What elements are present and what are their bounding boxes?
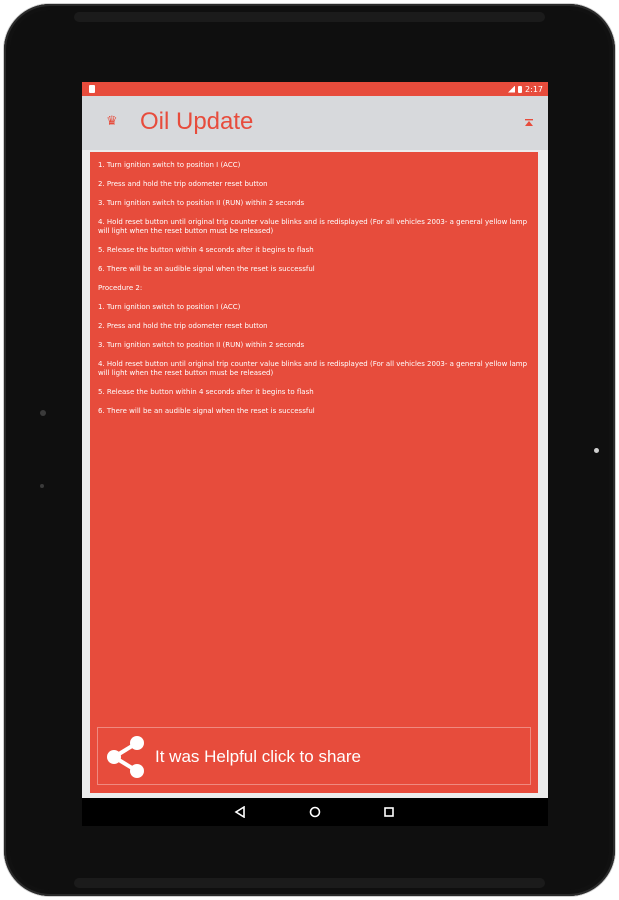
- battery-icon: [518, 86, 522, 93]
- nav-bar: [82, 798, 548, 826]
- step-item: 6. There will be an audible signal when the reset is successful: [98, 265, 315, 273]
- back-button[interactable]: [232, 804, 248, 820]
- sensor-dot: [40, 410, 46, 416]
- home-icon: [309, 806, 321, 818]
- step-item: 2. Press and hold the trip odometer reset button: [98, 322, 268, 330]
- share-icon: [101, 732, 151, 782]
- sensor-dot: [40, 484, 44, 488]
- home-button[interactable]: [307, 804, 323, 820]
- status-bar: [82, 82, 548, 96]
- tablet-top-edge: [74, 12, 545, 22]
- page-title: Oil Update: [140, 108, 254, 135]
- step-item: 3. Turn ignition switch to position II (RUN) within 2 seconds: [98, 341, 305, 349]
- step-item: 5. Release the button within 4 seconds after it begins to flash: [98, 246, 314, 254]
- instructions-panel: [90, 152, 538, 793]
- recents-button[interactable]: [381, 804, 397, 820]
- share-label: It was Helpful click to share: [155, 747, 361, 766]
- scroll-top-icon[interactable]: [524, 118, 534, 128]
- step-item: 1. Turn ignition switch to position I (ACC): [98, 303, 241, 311]
- tablet-frame: [4, 4, 615, 896]
- step-item: 6. There will be an audible signal when the reset is successful: [98, 407, 315, 415]
- step-item: 2. Press and hold the trip odometer reset button: [98, 180, 268, 188]
- step-item: 1. Turn ignition switch to position I (ACC): [98, 161, 241, 169]
- step-item: 5. Release the button within 4 seconds after it begins to flash: [98, 388, 314, 396]
- step-item: 3. Turn ignition switch to position II (RUN) within 2 seconds: [98, 199, 305, 207]
- screen: [82, 82, 548, 826]
- camera-dot: [594, 448, 599, 453]
- step-item: Procedure 2:: [98, 284, 143, 292]
- recents-icon: [383, 806, 395, 818]
- back-icon: [234, 806, 246, 818]
- notification-icon: [89, 85, 95, 93]
- step-item: 4. Hold reset button until original trip counter value blinks and is redisplayed (For all vehicles 2003- a general yellow lamp will light when the reset button must be released): [98, 360, 528, 377]
- step-item: 4. Hold reset button until original trip counter value blinks and is redisplayed (For all vehicles 2003- a general yellow lamp will light when the reset button must be released): [98, 218, 528, 235]
- steps-list: [98, 161, 528, 426]
- app-bar: [82, 96, 548, 150]
- signal-icon: [508, 86, 515, 93]
- app-logo-icon: ♛: [106, 114, 118, 129]
- tablet-bottom-edge: [74, 878, 545, 888]
- share-button[interactable]: [97, 727, 531, 785]
- status-time: 2:17: [525, 84, 543, 94]
